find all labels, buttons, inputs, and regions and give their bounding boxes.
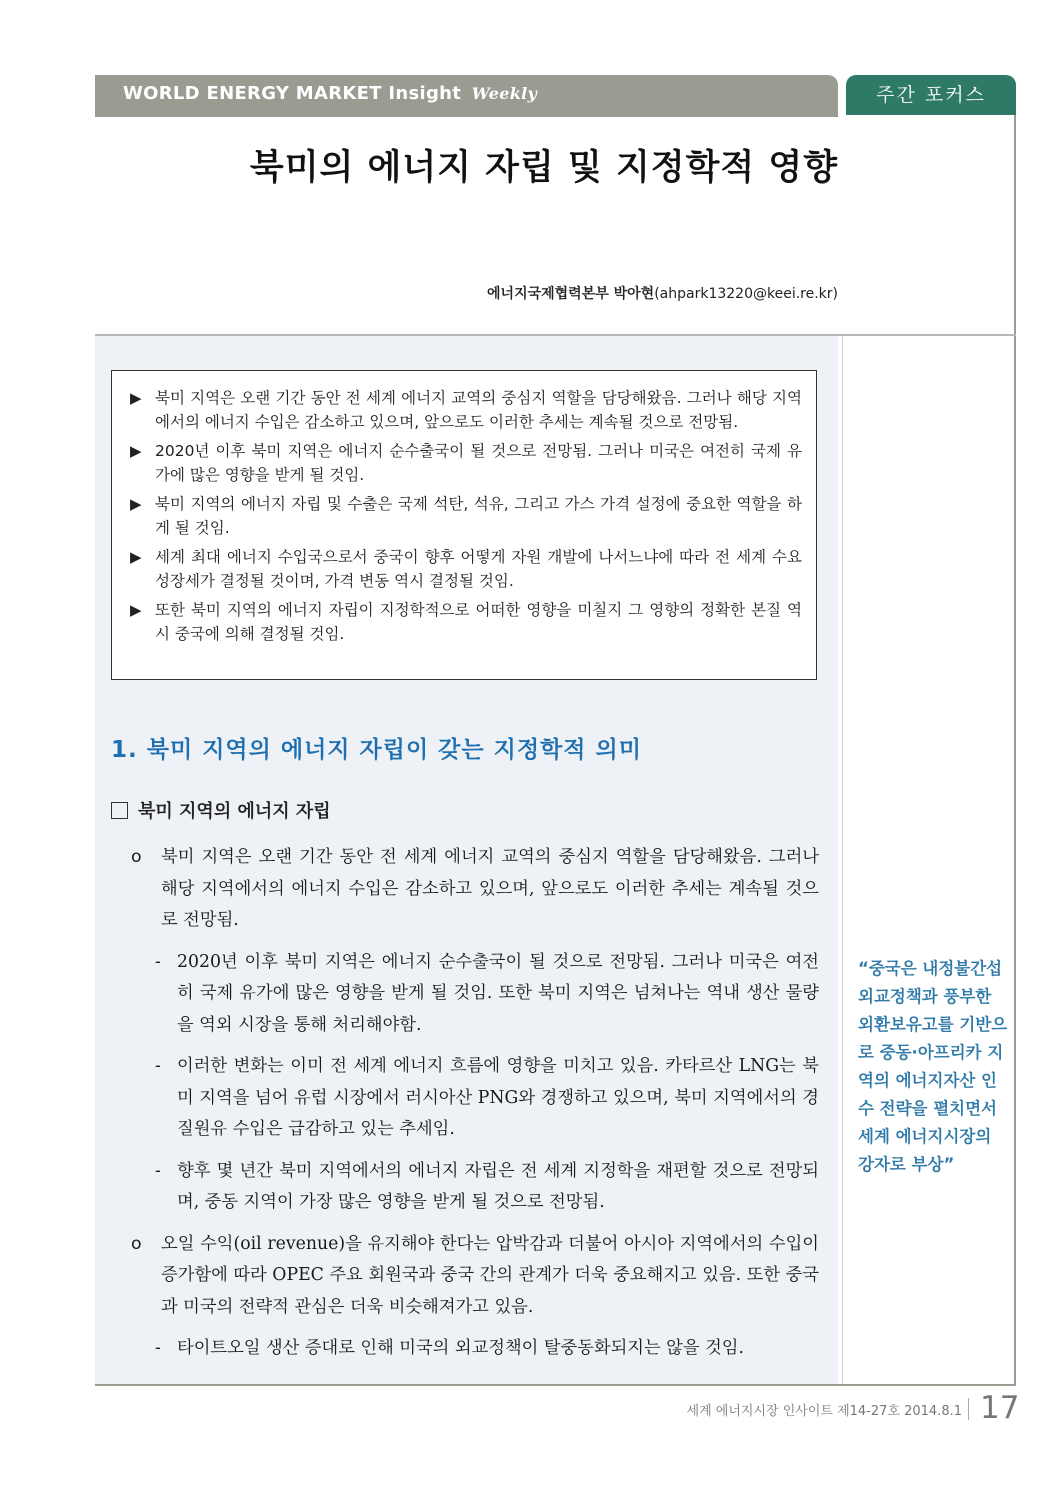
summary-item xyxy=(130,493,802,540)
publication-title xyxy=(123,83,537,104)
dash-text: 이러한 변화는 이미 전 세계 에너지 흐름에 영향을 미치고 있음. 카타르산 LNG는 북미 지역을 넘어 유럽 시장에서 러시아산 PNG와 경쟁하고 있으며, 북미 지역에서의 경질원유 수입은 급감하고 있는 추세임. xyxy=(177,1056,819,1139)
paragraph-text: 오일 수익(oil revenue)을 유지해야 한다는 압박감과 더불어 아시아 지역에서의 수입이 증가함에 따라 OPEC 주요 회원국과 중국 간의 관계가 더욱 중요해지고 있음. 또한 중국과 미국의 전략적 관심은 더욱 비슷해져가고 있음. xyxy=(161,1233,819,1317)
footer-separator xyxy=(968,1398,969,1420)
circle-bullet-icon: o xyxy=(131,847,142,867)
paragraph-text: 북미 지역은 오랜 기간 동안 전 세계 에너지 교역의 중심지 역할을 담당해왔음. 그러나 해당 지역에서의 에너지 수입은 감소하고 있으며, 앞으로도 이러한 추세는 계속될 것으로 전망됨. xyxy=(161,847,819,930)
right-border xyxy=(1014,115,1016,1385)
summary-item xyxy=(130,440,802,487)
summary-text: 북미 지역의 에너지 자립 및 수출은 국제 석탄, 석유, 그리고 가스 가격 설정에 중요한 역할을 하게 될 것임. xyxy=(155,495,802,537)
section-tab: 주간 포커스 xyxy=(846,75,1016,115)
summary-text: 북미 지역은 오랜 기간 동안 전 세계 에너지 교역의 중심지 역할을 담당해왔음. 그러나 해당 지역에서의 에너지 수입은 감소하고 있으며, 앞으로도 이러한 추세는 계속될 것으로 전망됨. xyxy=(155,389,802,431)
footer-rule xyxy=(95,1384,1016,1386)
body-paragraph xyxy=(131,1229,819,1324)
circle-bullet-icon: o xyxy=(131,1233,142,1254)
triangle-bullet-icon: ▶ xyxy=(130,548,142,566)
pull-quote: “중국은 내정불간섭 외교정책과 풍부한 외환보유고를 기반으로 중동·아프리카 지역의 에너지자산 인수 전략을 펼치면서 세계 에너지시장의 강자로 부상” xyxy=(858,959,1008,1174)
summary-text: 2020년 이후 북미 지역은 에너지 순수출국이 될 것으로 전망됨. 그러나 미국은 여전히 국제 유가에 많은 영향을 받게 될 것임. xyxy=(155,442,802,484)
author-email: (ahpark13220@keei.re.kr) xyxy=(654,286,838,302)
dash-text: 타이트오일 생산 증대로 인해 미국의 외교정책이 탈중동화되지는 않을 것임. xyxy=(177,1338,744,1358)
dash-bullet-icon: - xyxy=(155,951,161,972)
header-bar xyxy=(95,75,838,115)
article-title: 북미의 에너지 자립 및 지정학적 영향 xyxy=(249,148,838,188)
dash-bullet-icon: - xyxy=(155,1056,161,1076)
dash-text: 2020년 이후 북미 지역은 에너지 순수출국이 될 것으로 전망됨. 그러나 미국은 여전히 국제 유가에 많은 영향을 받게 될 것임. 또한 북미 지역은 넘쳐나는 역내 생산 물량을 역외 시장을 통해 처리해야함. xyxy=(177,951,819,1035)
column-divider xyxy=(842,336,843,1384)
summary-text: 또한 북미 지역의 에너지 자립이 지정학적으로 어떠한 영향을 미칠지 그 영향의 정확한 본질 역시 중국에 의해 결정될 것임. xyxy=(155,601,802,643)
publication-title-weekly: Weekly xyxy=(471,84,538,103)
dash-bullet-icon: - xyxy=(155,1338,161,1358)
summary-item xyxy=(130,546,802,593)
dash-text: 향후 몇 년간 북미 지역에서의 에너지 자립은 전 세계 지정학을 재편할 것으로 전망되며, 중동 지역이 가장 많은 영향을 받게 될 것으로 전망됨. xyxy=(177,1160,819,1212)
page-number: 17 xyxy=(980,1390,1020,1426)
summary-text: 세계 최대 에너지 수입국으로서 중국이 향후 어떻게 자원 개발에 나서느냐에 따라 전 세계 수요 성장세가 결정될 것이며, 가격 변동 역시 결정될 것임. xyxy=(155,548,802,590)
summary-item xyxy=(130,387,802,434)
sub-heading-text: 북미 지역의 에너지 자립 xyxy=(138,801,331,822)
sub-heading xyxy=(111,797,331,823)
header-rule xyxy=(95,115,838,117)
triangle-bullet-icon: ▶ xyxy=(130,389,142,407)
dash-bullet-icon: - xyxy=(155,1160,161,1181)
triangle-bullet-icon: ▶ xyxy=(130,601,142,619)
author-line xyxy=(100,283,838,303)
checkbox-square-icon xyxy=(111,802,128,819)
body-dash-item xyxy=(131,1156,819,1219)
publication-title-main: WORLD ENERGY MARKET Insight xyxy=(123,83,462,104)
triangle-bullet-icon: ▶ xyxy=(130,495,142,513)
article-body xyxy=(131,842,819,1375)
body-dash-item xyxy=(131,1051,819,1146)
section-heading: 1. 북미 지역의 에너지 자립이 갖는 지정학적 의미 xyxy=(111,737,642,763)
body-paragraph xyxy=(131,842,819,937)
author-org: 에너지국제협력본부 박아현 xyxy=(487,286,655,302)
triangle-bullet-icon: ▶ xyxy=(130,442,142,460)
body-dash-item xyxy=(131,947,819,1042)
body-dash-item xyxy=(131,1333,819,1365)
summary-item xyxy=(130,599,802,646)
footer-issue-info: 세계 에너지시장 인사이트 제14-27호 2014.8.1 xyxy=(686,1404,962,1419)
summary-box xyxy=(111,370,817,680)
